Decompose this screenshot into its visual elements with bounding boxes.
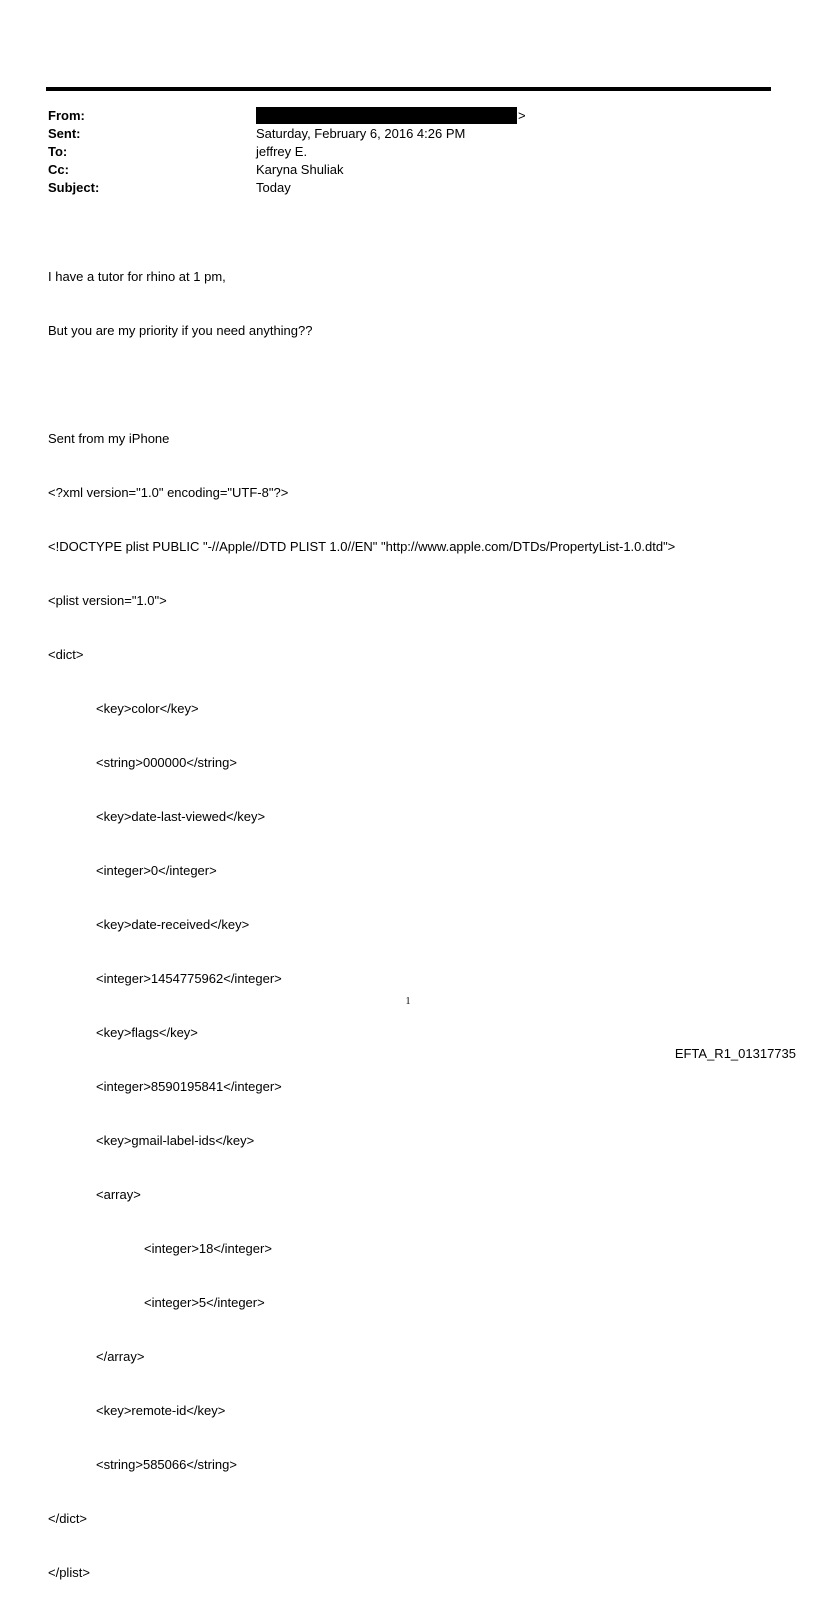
- header-rule: [46, 87, 771, 91]
- page-number: 1: [405, 996, 411, 1007]
- body-line: I have a tutor for rhino at 1 pm,: [48, 269, 226, 284]
- xml-line: <string>585066</string>: [96, 1457, 237, 1472]
- to-label: To:: [48, 144, 68, 159]
- blank-line: [48, 376, 675, 394]
- xml-line: <string>000000</string>: [96, 755, 237, 770]
- xml-line: <key>color</key>: [96, 701, 199, 716]
- subject-value: Today: [256, 180, 291, 195]
- to-value: jeffrey E.: [256, 144, 308, 159]
- xml-line: <key>date-last-viewed</key>: [96, 809, 266, 824]
- xml-line: <key>remote-id</key>: [96, 1403, 226, 1418]
- xml-line: <plist version="1.0">: [48, 593, 167, 608]
- xml-line: <?xml version="1.0" encoding="UTF-8"?>: [48, 485, 289, 500]
- bates-number: EFTA_R1_01317735: [674, 1046, 796, 1061]
- xml-line: </plist>: [48, 1565, 90, 1580]
- redaction-box: [256, 107, 517, 124]
- signature-line: Sent from my iPhone: [48, 431, 170, 446]
- xml-line: <dict>: [48, 647, 84, 662]
- sent-label: Sent:: [48, 126, 81, 141]
- cc-value: Karyna Shuliak: [256, 162, 344, 177]
- xml-line: <!DOCTYPE plist PUBLIC "-//Apple//DTD PLIST 1.0//EN" "http://www.apple.com/DTDs/PropertyList-1.0.dtd">: [48, 539, 676, 554]
- subject-label: Subject:: [48, 180, 100, 195]
- xml-line: <integer>5</integer>: [144, 1295, 265, 1310]
- xml-line: <integer>8590195841</integer>: [96, 1079, 282, 1094]
- xml-line: <integer>18</integer>: [144, 1241, 272, 1256]
- sent-value: Saturday, February 6, 2016 4:26 PM: [256, 126, 466, 141]
- xml-line: <array>: [96, 1187, 141, 1202]
- cc-label: Cc:: [48, 162, 69, 177]
- email-body: [48, 232, 675, 1600]
- xml-line: <integer>1454775962</integer>: [96, 971, 282, 986]
- xml-line: </array>: [96, 1349, 145, 1364]
- xml-line: </dict>: [48, 1511, 88, 1526]
- xml-line: <integer>0</integer>: [96, 863, 217, 878]
- xml-line: <key>flags</key>: [96, 1025, 198, 1040]
- xml-line: <key>date-received</key>: [96, 917, 250, 932]
- from-label: From:: [48, 108, 85, 123]
- body-line: But you are my priority if you need anything??: [48, 323, 313, 338]
- from-suffix: >: [518, 108, 526, 123]
- xml-line: <key>gmail-label-ids</key>: [96, 1133, 255, 1148]
